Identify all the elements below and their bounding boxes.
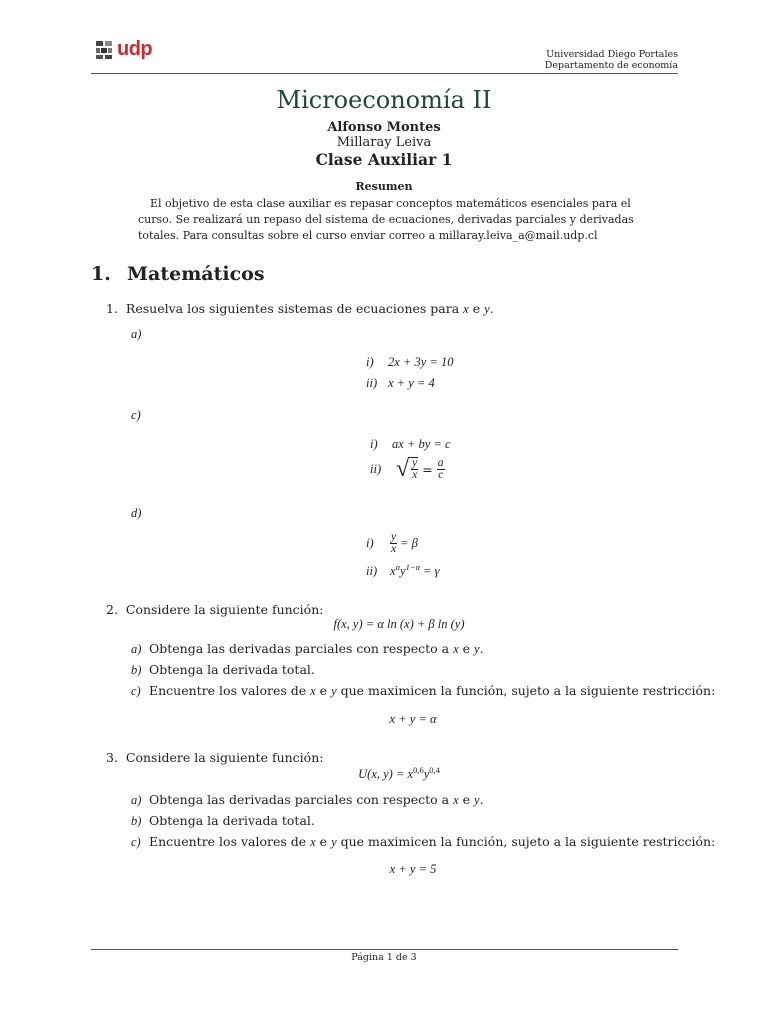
q1d-i-label: i) (366, 536, 374, 550)
q1d-eq-ii (366, 562, 440, 579)
q1a-ii-label: ii) (366, 376, 378, 390)
q1d-eq-i (366, 532, 418, 555)
q2a-conj: e (458, 641, 474, 656)
q3b-text: Obtenga la derivada total. (149, 813, 315, 828)
page-number: Página 1 de 3 (351, 952, 417, 963)
q1c-den-c: c (438, 468, 444, 481)
q3-constraint: x + y = 5 (389, 862, 437, 876)
q3c-var-x: x (310, 835, 316, 849)
header-rule (91, 73, 678, 74)
q3a-label: a) (131, 793, 142, 807)
department-name: Departamento de economía (544, 60, 678, 71)
q3-func-exp1: 0,6 (413, 765, 424, 775)
q1-prompt: Resuelva los siguientes sistemas de ecuaciones para (125, 301, 464, 316)
q1c-i-label: i) (370, 437, 378, 451)
q2c-text-1: Encuentre los valores de (149, 683, 311, 698)
q1d-i-rhs: = β (400, 536, 418, 550)
sqrt-expression (396, 457, 418, 481)
q2a-end: . (479, 641, 484, 656)
q1-conj: e (468, 301, 485, 316)
q1-number: 1. (106, 301, 118, 316)
q2c-var-y: y (331, 684, 337, 698)
q1c-num-a: a (437, 456, 444, 469)
q1d-ii-exp: 1−α (405, 562, 421, 572)
document-subtitle: Clase Auxiliar 1 (315, 150, 453, 169)
author-1: Alfonso Montes (327, 120, 441, 135)
university-name: Universidad Diego Portales (546, 49, 678, 60)
q1c-num-y: y (412, 457, 418, 469)
q1a-ii-eq: x + y = 4 (388, 376, 435, 390)
q2b-label: b) (131, 663, 142, 677)
q1a-label: a) (131, 327, 142, 341)
header-affiliation (545, 49, 678, 71)
q3c-text-2: que maximicen la función, sujeto a la siguiente restricción: (336, 834, 716, 849)
q1c-eq-sign: = (422, 461, 433, 477)
q3c-conj: e (315, 834, 332, 849)
q2-text (106, 602, 323, 617)
document-title: Microeconomía II (276, 86, 492, 114)
q2c-var-x: x (310, 684, 316, 698)
author-2: Millaray Leiva (336, 135, 432, 150)
q3-func-exp2: 0,4 (429, 765, 440, 775)
sqrt-icon: √ (396, 456, 410, 482)
q3a-end: . (479, 792, 484, 807)
q2c (131, 683, 715, 699)
q3b (131, 813, 315, 829)
q3-function (0, 765, 768, 782)
q2a-var-y: y (474, 642, 480, 656)
q3-func-y: y (423, 767, 430, 782)
q2a-label: a) (131, 642, 142, 656)
q2b (131, 662, 315, 678)
q1-text (106, 301, 494, 317)
section-number: 1. (91, 263, 111, 285)
q1d-ii-label: ii) (366, 564, 378, 579)
udp-emblem-icon (95, 40, 113, 60)
q2a-var-x: x (453, 642, 459, 656)
section-title: Matemáticos (127, 263, 265, 285)
q3-text (106, 750, 323, 765)
q1c-ii-label: ii) (370, 461, 382, 476)
logo-text: udp (117, 38, 153, 60)
q1a-eq-i (366, 354, 453, 370)
abstract-text: El objetivo de esta clase auxiliar es repasar conceptos matemáticos esenciales para el curso. Se realizará un repaso del sistema de ecuaciones, derivadas parciales y derivadas totales. Para consultas sobre el curso enviar correo a millaray.leiva_a@mail.udp.cl (138, 197, 634, 242)
udp-logo (95, 38, 152, 61)
q2-constraint: x + y = α (389, 712, 437, 726)
q1-var-x: x (463, 302, 469, 316)
q3a-var-x: x (453, 793, 459, 807)
q1a-i-eq: 2x + 3y = 10 (388, 355, 454, 369)
q3a-conj: e (458, 792, 474, 807)
q1d-ii-x: x (390, 564, 396, 579)
q2c-label: c) (131, 684, 141, 698)
q1d-label: d) (131, 506, 142, 520)
q2c-conj: e (315, 683, 332, 698)
q1c-eq-i (370, 436, 451, 452)
q3b-label: b) (131, 814, 142, 828)
section-heading (91, 263, 265, 285)
q3-intro: Considere la siguiente función: (125, 750, 324, 765)
q2-intro: Considere la siguiente función: (125, 602, 324, 617)
q3a-var-y: y (474, 793, 480, 807)
q2c-text-2: que maximicen la función, sujeto a la siguiente restricción: (336, 683, 716, 698)
q3-number: 3. (106, 750, 118, 765)
q3-func-base: U(x, y) = x (358, 767, 414, 782)
q2-number: 2. (106, 602, 118, 617)
q3a-text: Obtenga las derivadas parciales con respecto a (149, 792, 454, 807)
q2b-text: Obtenga la derivada total. (149, 662, 315, 677)
q1d-ii-rhs: = γ (423, 564, 440, 579)
q1d-ii-alpha: α (395, 562, 401, 572)
q1d-den-x: x (391, 543, 397, 555)
q1c-den-x: x (412, 469, 418, 481)
abstract-heading: Resumen (355, 180, 413, 193)
q1a-eq-ii (366, 375, 435, 391)
q1c-label: c) (131, 408, 141, 422)
q3a (131, 792, 484, 808)
q3c-text-1: Encuentre los valores de (149, 834, 311, 849)
footer-rule (91, 949, 678, 950)
q3c (131, 834, 715, 850)
q1-end: . (489, 301, 494, 316)
q1d-ii-y: y (400, 564, 406, 579)
q2a (131, 641, 484, 657)
q1-var-y: y (484, 302, 490, 316)
q1d-num-y: y (391, 531, 397, 543)
q1c-eq-ii (370, 457, 445, 481)
q1c-i-eq: ax + by = c (392, 437, 451, 451)
q2a-text: Obtenga las derivadas parciales con respecto a (149, 641, 454, 656)
q3c-var-y: y (331, 835, 337, 849)
q2-function: f(x, y) = α ln (x) + β ln (y) (333, 617, 465, 631)
q3c-label: c) (131, 835, 141, 849)
q1a-i-label: i) (366, 355, 374, 369)
